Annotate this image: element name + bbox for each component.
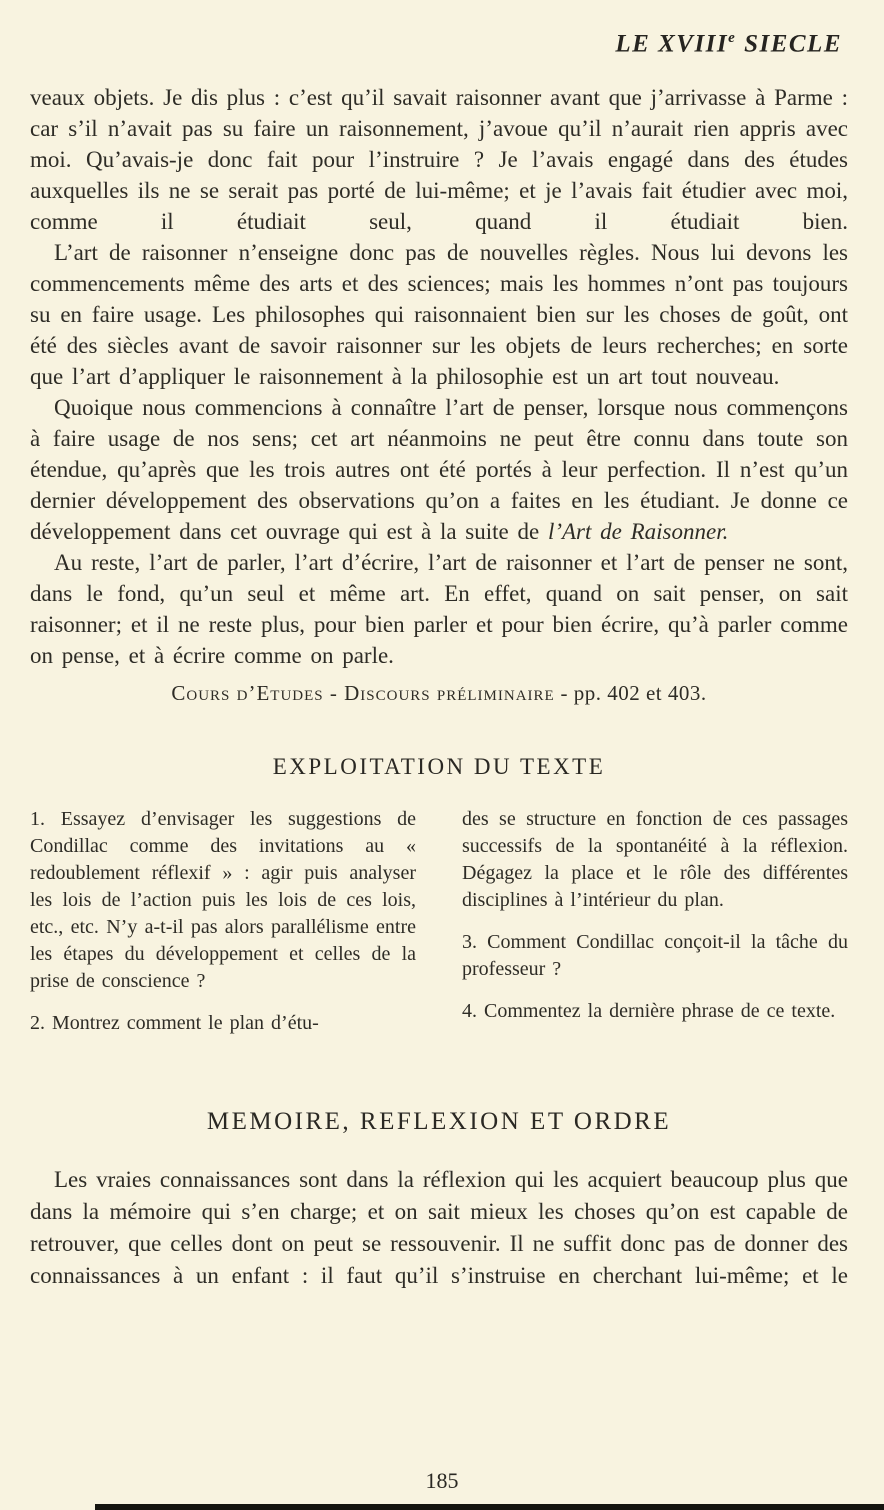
running-head xyxy=(30,30,848,58)
running-head-text-start: LE XVIII xyxy=(615,30,729,58)
questions-left-column xyxy=(30,806,416,1052)
paragraph-3-text: Quoique nous commencions à connaître l’art de penser, lorsque nous commençons à faire usage de nos sens; cet art néanmoins ne peut être connu dans toute son étendue, qu’après que les trois autres ont été portés à leur perfection. Il n’est qu’un dernier développement des observations qu’on a faites en les étudiant. Je donne ce développement dans cet ouvrage qui est à la suite de xyxy=(30,395,848,545)
paragraph-4: Au reste, l’art de parler, l’art d’écrire, l’art de raisonner et l’art de penser ne sont, dans le fond, qu’un seul et même art. En effet, quand on sait penser, on sait raisonner; et il ne reste plus, pour bien parler et pour bien écrire, qu’à parler comme on pense, et à écrire comme on parle. xyxy=(30,550,848,669)
paragraph-3-work-title: l’Art de Raisonner. xyxy=(547,519,729,545)
source-attribution xyxy=(30,681,848,706)
question-2-start: 2. Montrez comment le plan d’étu- xyxy=(30,1012,319,1035)
questions-columns xyxy=(30,806,848,1052)
section-heading-exploitation: EXPLOITATION DU TEXTE xyxy=(272,754,606,780)
page-number: 185 xyxy=(425,1468,459,1493)
paragraph-2: L’art de raisonner n’enseigne donc pas de nouvelles règles. Nous lui devons les commencements même des arts et des sciences; mais les hommes n’ont pas toujours su en faire usage. Les philosophes qui raisonnaient bien sur les choses de goût, ont été des siècles avant de savoir raisonner sur les objets de leurs recherches; en sorte que l’art d’appliquer le raisonnement à la philosophie est un art tout nouveau. xyxy=(30,240,848,390)
attribution-source: Cours d’Etudes - Discours préliminaire xyxy=(171,681,555,706)
attribution-pages: - pp. 402 et 403. xyxy=(554,681,707,706)
memoire-paragraph: Les vraies connaissances sont dans la réflexion qui les acquiert beaucoup plus que dans la mémoire qui s’en charge; et on sait mieux les choses qu’on est capable de retrouver, que celles dont on peut se ressouvenir. Il ne suffit donc pas de donner des connaissances à un enfant : il faut qu’il s’instruise en cherchant lui-même; et le xyxy=(30,1167,848,1289)
question-3: 3. Comment Condillac conçoit-il la tâche du professeur ? xyxy=(462,931,848,981)
question-2-continuation: des se structure en fonction de ces passages successifs de la spontanéité à la réflexion. Dégagez la place et le rôle des différentes disciplines à l’intérieur du plan. xyxy=(462,808,848,912)
running-head-superscript: e xyxy=(728,30,737,46)
section-heading-memoire: MEMOIRE, REFLEXION ET ORDRE xyxy=(206,1108,672,1136)
running-head-text-end: SIECLE xyxy=(736,30,842,58)
questions-right-column xyxy=(462,806,848,1052)
question-4: 4. Commentez la dernière phrase de ce texte. xyxy=(462,1000,836,1023)
memoire-text-block xyxy=(30,1164,848,1292)
paragraph-3 xyxy=(30,392,848,547)
scan-edge-artifact xyxy=(95,1504,884,1510)
main-text-block xyxy=(30,82,848,671)
paragraph-1: veaux objets. Je dis plus : c’est qu’il savait raisonner avant que j’arrivasse à Parme : car s’il n’avait pas su faire un raisonnement, j’avoue qu’il n’aurait rien appris avec moi. Qu’avais-je donc fait pour l’instruire ? Je l’avais engagé dans des études auxquelles ils ne se serait pas porté de lui-même; et je l’avais fait étudier avec moi, comme il étudiait seul, quand il étudiait bien. xyxy=(30,85,848,235)
question-1: 1. Essayez d’envisager les suggestions de Condillac comme des invitations au « redoublement réflexif » : agir puis analyser les lois de l’action puis les lois de ces lois, etc., etc. N’y a-t-il pas alors parallélisme entre les étapes du développement et celles de la prise de conscience ? xyxy=(30,808,416,993)
